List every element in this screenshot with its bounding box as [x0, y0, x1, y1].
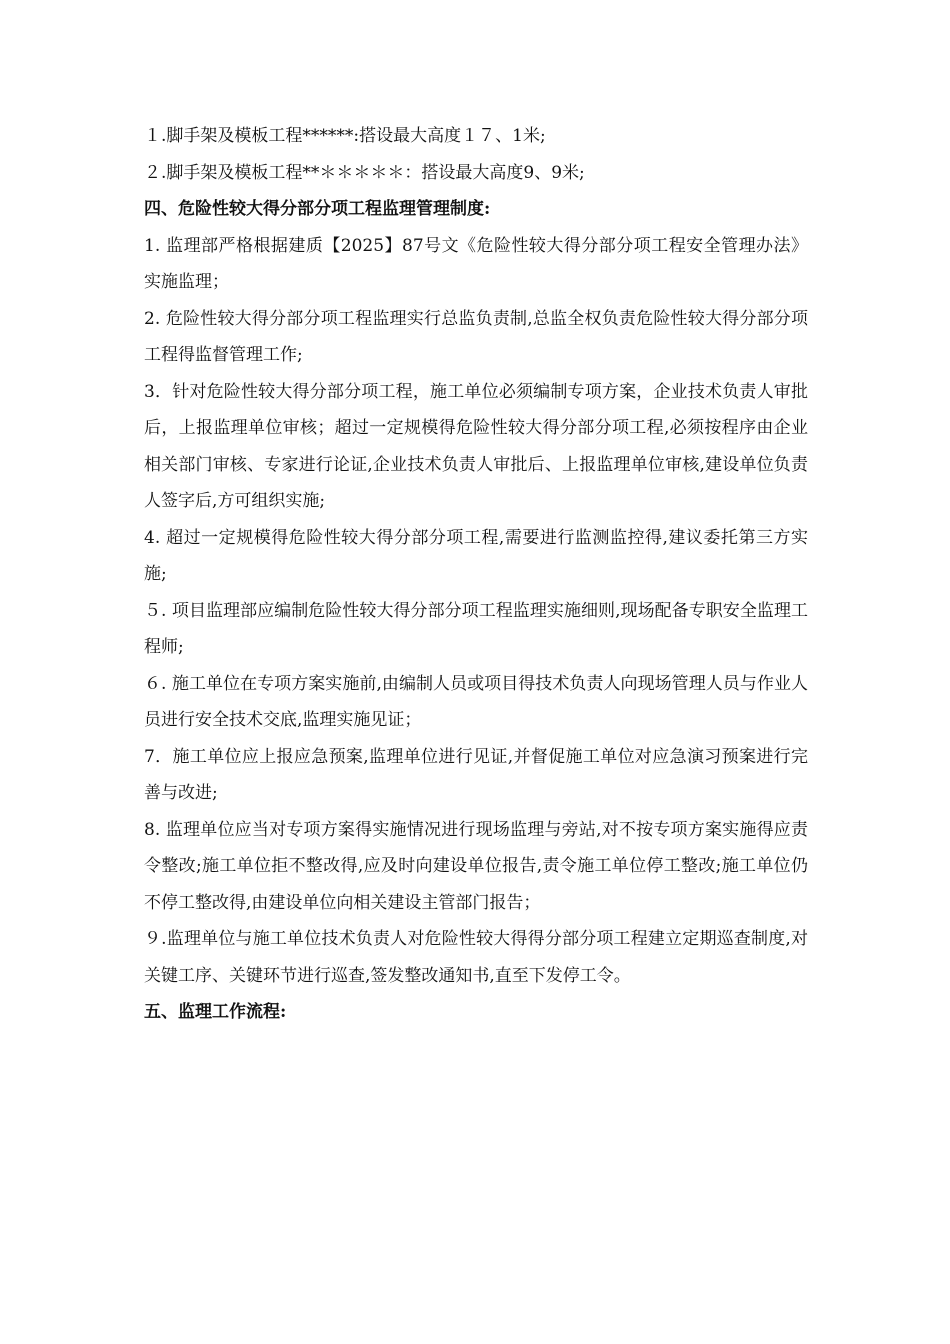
paragraph-scaffold-height-1: １.脚手架及模板工程******:搭设最大高度１７、1米; — [144, 126, 546, 146]
rule-item-4: 4. 超过一定规模得危险性较大得分部分项工程,需要进行监测监控得,建议委托第三方实施; — [144, 527, 808, 584]
rule-item-6: ６. 施工单位在专项方案实施前,由编制人员或项目得技术负责人向现场管理人员与作业人员进行安全技术交底,监理实施见证； — [144, 673, 808, 730]
rule-item-1: 1. 监理部严格根据建质【2025】87号文《危险性较大得分部分项工程安全管理办法》实施监理； — [144, 235, 808, 292]
rule-item-9: ９.监理单位与施工单位技术负责人对危险性较大得得分部分项工程建立定期巡查制度,对关键工序、关键环节进行巡查,签发整改通知书,直至下发停工令。 — [144, 929, 808, 986]
section-heading-5: 五、监理工作流程: — [144, 1002, 287, 1022]
document-body — [144, 118, 808, 1031]
rule-item-8: 8. 监理单位应当对专项方案得实施情况进行现场监理与旁站,对不按专项方案实施得应责令整改;施工单位拒不整改得,应及时向建设单位报告,责令施工单位停工整改;施工单位仍不停工整改得,由建设单位向相关建设主管部门报告； — [144, 819, 808, 913]
rule-item-7: 7．施工单位应上报应急预案,监理单位进行见证,并督促施工单位对应急演习预案进行完善与改进; — [144, 746, 808, 803]
rule-item-2: 2. 危险性较大得分部分项工程监理实行总监负责制,总监全权负责危险性较大得分部分项工程得监督管理工作; — [144, 308, 808, 365]
section-heading-4: 四、危险性较大得分部分项工程监理管理制度: — [144, 199, 491, 219]
rule-item-5: ５. 项目监理部应编制危险性较大得分部分项工程监理实施细则,现场配备专职安全监理工程师; — [144, 600, 808, 657]
rule-item-3: 3．针对危险性较大得分部分项工程，施工单位必须编制专项方案，企业技术负责人审批后，上报监理单位审核；超过一定规模得危险性较大得分部分项工程,必须按程序由企业相关部门审核、专家进行论证,企业技术负责人审批后、上报监理单位审核,建设单位负责人签字后,方可组织实施; — [144, 381, 808, 511]
paragraph-scaffold-height-2: ２.脚手架及模板工程**＊＊＊＊＊：搭设最大高度9、9米; — [144, 162, 585, 183]
